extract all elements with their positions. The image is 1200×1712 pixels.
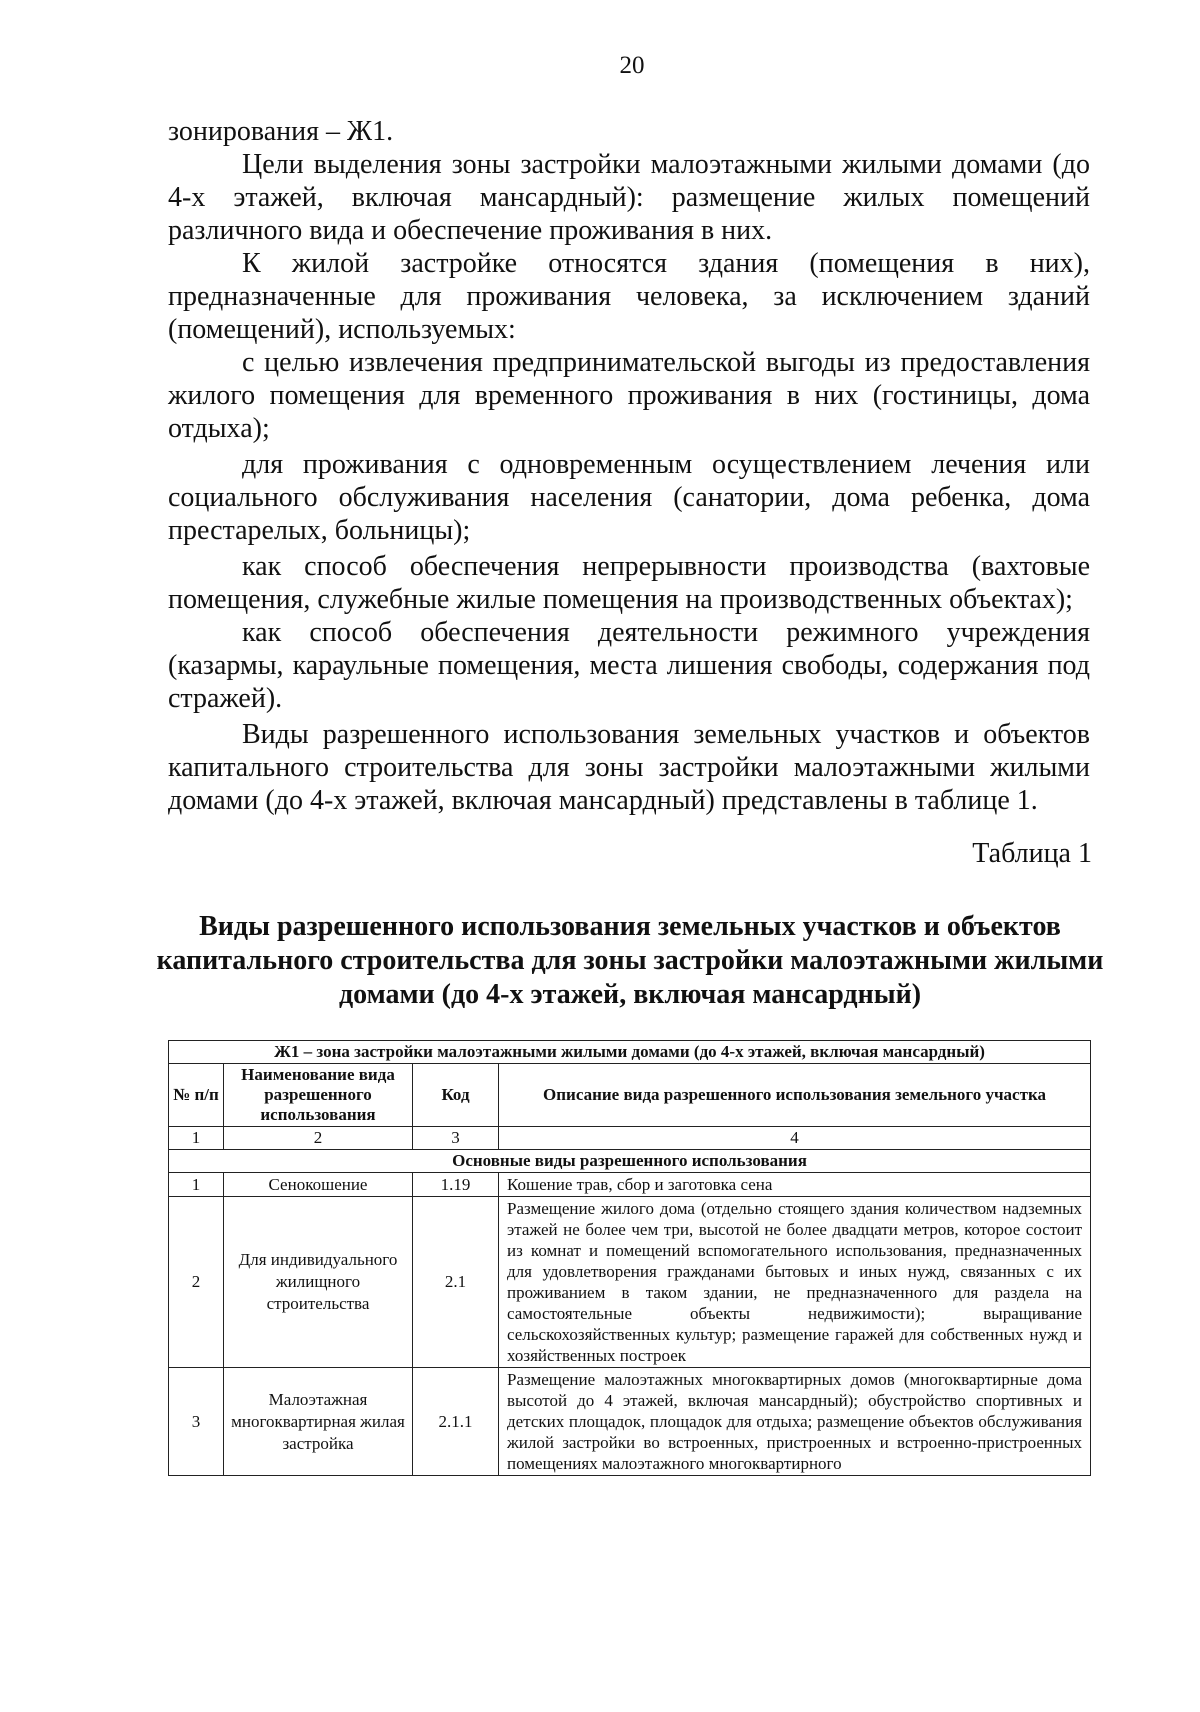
row-description: Размещение жилого дома (отдельно стоящего здания количеством надземных этажей не более чем три, высотой не более двадцати метров, которое состоит из комнат и помещений вспомогательного использования, предназначенных для удовлетворения гражданами бытовых и иных нужд, связанных с их проживанием в таком здании, не предназначенного для раздела на самостоятельные объекты недвижимости); выращивание сельскохозяйственных культур; размещение гаражей для собственных нужд и хозяйственных построек [499,1197,1091,1368]
section-row [169,1150,1091,1173]
row-code: 1.19 [413,1173,499,1197]
paragraph: Виды разрешенного использования земельных участков и объектов капитального строительства для зоны застройки малоэтажными жилыми домами (до 4-х этажей, включая мансардный) представлены в таблице 1. [168,719,1090,816]
section-title: Основные виды разрешенного использования [169,1150,1091,1173]
land-use-table [168,1040,1091,1476]
row-num: 3 [169,1368,224,1476]
column-header-num: № п/п [169,1064,224,1127]
column-header-description: Описание вида разрешенного использования земельного участка [499,1064,1091,1127]
row-description: Размещение малоэтажных многоквартирных домов (многоквартирные дома высотой до 4 этажей, включая мансардный); обустройство спортивных и детских площадок, площадок для отдыха; размещение объектов обслуживания жилой застройки во встроенных, пристроенных и встроенно-пристроенных помещениях малоэтажного многоквартирного [499,1368,1091,1476]
row-code: 2.1.1 [413,1368,499,1476]
row-description: Кошение трав, сбор и заготовка сена [499,1173,1091,1197]
table-zone-header-row [169,1041,1091,1064]
column-header-code: Код [413,1064,499,1127]
row-name: Сенокошение [224,1173,413,1197]
paragraph: К жилой застройке относятся здания (помещения в них), предназначенные для проживания человека, за исключением зданий (помещений), используемых: [168,248,1090,345]
table-header-row [169,1064,1091,1127]
row-code: 2.1 [413,1197,499,1368]
paragraph: Цели выделения зоны застройки малоэтажными жилыми домами (до 4-х этажей, включая мансардный): размещение жилых помещений различного вида и обеспечение проживания в них. [168,149,1090,246]
column-numbers-row [169,1127,1091,1150]
table-label: Таблица 1 [972,838,1092,869]
row-num: 2 [169,1197,224,1368]
column-number: 3 [413,1127,499,1150]
paragraph: для проживания с одновременным осуществлением лечения или социального обслуживания населения (санатории, дома ребенка, дома престарелых, больницы); [168,449,1090,546]
column-number: 4 [499,1127,1091,1150]
paragraph: зонирования – Ж1. [168,116,394,147]
zone-header: Ж1 – зона застройки малоэтажными жилыми домами (до 4-х этажей, включая мансардный) [169,1041,1091,1064]
column-header-name: Наименование вида разрешенного использования [224,1064,413,1127]
table-row [169,1197,1091,1368]
body-text [168,115,1090,817]
table-title: Виды разрешенного использования земельных участков и объектов капитального строительства для зоны застройки малоэтажными жилыми домами (до 4-х этажей, включая мансардный) [156,911,1104,1010]
paragraph: с целью извлечения предпринимательской выгоды из предоставления жилого помещения для временного проживания в них (гостиницы, дома отдыха); [168,347,1090,444]
column-number: 2 [224,1127,413,1150]
row-num: 1 [169,1173,224,1197]
paragraph: как способ обеспечения непрерывности производства (вахтовые помещения, служебные жилые помещения на производственных объектах); [168,551,1090,615]
table-row [169,1368,1091,1476]
row-name: Для индивидуального жилищного строительства [224,1197,413,1368]
page-number: 20 [619,52,645,79]
table-row [169,1173,1091,1197]
paragraph: как способ обеспечения деятельности режимного учреждения (казармы, караульные помещения, места лишения свободы, содержания под стражей). [168,617,1090,714]
column-number: 1 [169,1127,224,1150]
row-name: Малоэтажная многоквартирная жилая застройка [224,1368,413,1476]
